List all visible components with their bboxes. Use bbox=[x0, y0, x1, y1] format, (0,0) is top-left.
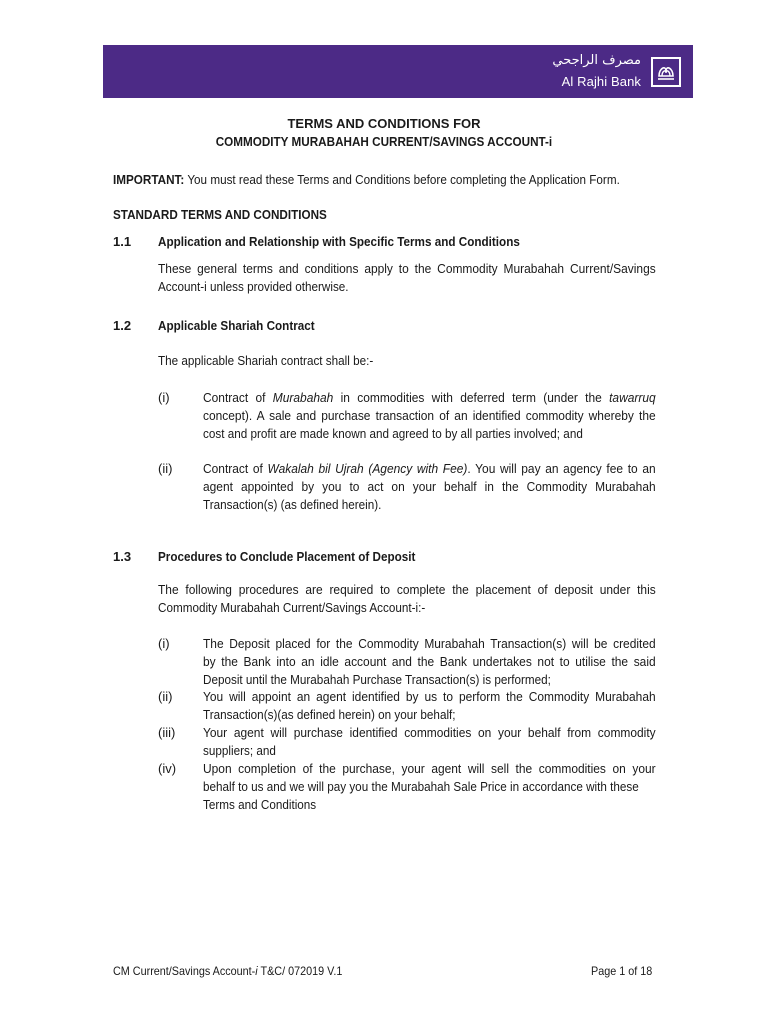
section-number: 1.3 bbox=[113, 549, 132, 564]
document-title-line2: COMMODITY MURABAHAH CURRENT/SAVINGS ACCOUNT-i bbox=[215, 134, 553, 149]
important-label: IMPORTANT: bbox=[113, 172, 185, 187]
list-item: Contract of Wakalah bil Ujrah (Agency with Fee). You will pay an agency fee to an agent appointed by you to act on your behalf in the Commodity Murabahah Transaction(s) (as defined herein). bbox=[203, 461, 656, 512]
section-1-2-intro: The applicable Shariah contract shall be:- bbox=[158, 353, 374, 368]
important-text: You must read these Terms and Conditions before completing the Application Form. bbox=[184, 172, 620, 187]
document-title-line1: TERMS AND CONDITIONS FOR bbox=[287, 116, 481, 131]
list-item: Contract of Murabahah in commodities with deferred term (under the tawarruq concept). A sale and purchase transaction of an identified commodity whereby the cost and profit are made known and agreed to by all parties involved; and bbox=[203, 390, 656, 441]
section-heading: Procedures to Conclude Placement of Deposit bbox=[158, 549, 416, 564]
list-marker: (iii) bbox=[158, 725, 176, 740]
header-banner bbox=[103, 45, 693, 98]
section-heading: Applicable Shariah Contract bbox=[158, 318, 315, 333]
bank-name: Al Rajhi Bank bbox=[561, 74, 641, 89]
section-number: 1.1 bbox=[113, 234, 132, 249]
list-item: Your agent will purchase identified commodities on your behalf from commodity suppliers; and bbox=[203, 725, 656, 758]
list-marker: (ii) bbox=[158, 461, 173, 476]
section-1-3-intro: The following procedures are required to complete the placement of deposit under this Commodity Murabahah Current/Savings Account-i:- bbox=[158, 582, 656, 615]
section-heading: Application and Relationship with Specific Terms and Conditions bbox=[158, 234, 520, 249]
list-marker: (ii) bbox=[158, 689, 173, 704]
page-number: Page 1 of 18 bbox=[591, 964, 653, 978]
bank-name-arabic: مصرف الراجحي bbox=[552, 53, 641, 68]
section-1-1-paragraph: These general terms and conditions apply to the Commodity Murabahah Current/Savings Account-i unless provided otherwise. bbox=[158, 261, 656, 294]
list-marker: (i) bbox=[158, 390, 170, 405]
standard-terms-heading: STANDARD TERMS AND CONDITIONS bbox=[113, 207, 327, 222]
al-rajhi-logo-icon bbox=[651, 57, 681, 87]
important-notice bbox=[113, 171, 620, 189]
list-item: You will appoint an agent identified by us to perform the Commodity Murabahah Transaction(s)(as defined herein) on your behalf; bbox=[203, 689, 656, 722]
list-item: The Deposit placed for the Commodity Murabahah Transaction(s) will be credited by the Bank into an idle account and the Bank undertakes not to utilise the said Deposit until the Murabahah Purchase Transaction(s) is performed; bbox=[203, 636, 656, 687]
list-item: Upon completion of the purchase, your agent will sell the commodities on your behalf to us and we will pay you the Murabahah Sale Price in accordance with these Terms and Conditions bbox=[203, 761, 656, 812]
list-marker: (iv) bbox=[158, 761, 177, 776]
list-marker: (i) bbox=[158, 636, 170, 651]
footer-doc-reference: CM Current/Savings Account-i T&C/ 072019 V.1 bbox=[113, 964, 343, 978]
section-number: 1.2 bbox=[113, 318, 132, 333]
